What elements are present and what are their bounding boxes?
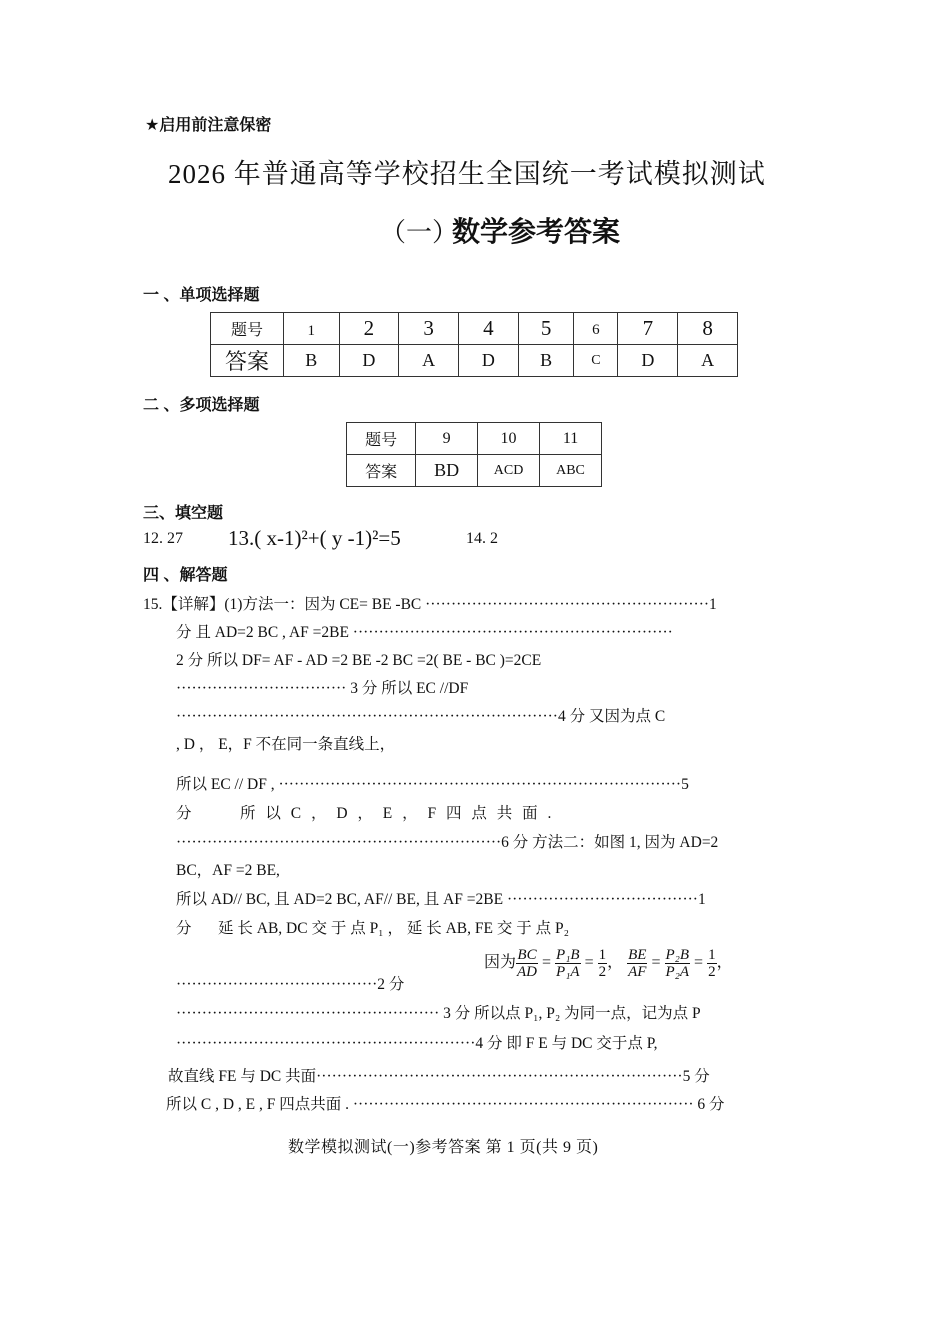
fraction-be-af: $\frac{BE}{AF}$ [628,946,647,980]
fraction-p1b-p1a: $\frac{\text{P₁B}}{\text{P₁A}}$ [556,946,580,980]
answer-cell: D [339,345,399,377]
answer-cell: B [284,345,340,377]
solution-line: , D ， E，F 不在同一条直线上， [176,736,396,753]
answer-cell: B [518,345,574,377]
question-number: 8 [678,313,738,345]
confidential-notice: ★启用前注意保密 [145,117,272,134]
solution-line: 分 [176,920,192,937]
solution-line: 所以 C , D , E , F 四点共面 . ·································································· 6 分 [166,1096,725,1113]
section-heading-multiple-choice: 二 、多项选择题 [143,397,260,414]
solution-line: 分 且 AD=2 BC , AF =2BE ······························································ [176,624,673,641]
solution-line: 所以 EC // DF , ··············································································5 [176,776,689,793]
answer-cell: D [618,345,678,377]
answer-cell: BD [416,455,478,487]
row-label-answer: 答案 [211,345,284,377]
solution-line: 分 [176,805,192,822]
solution-line: 所以 AD// BC, 且 AD=2 BC, AF// BE, 且 AF =2BE ·····································1 [176,891,706,908]
solution-line: 15.【详解】(1)方法一：因为 CE= BE -BC ·······················································1 [143,596,717,613]
answer-cell: D [459,345,519,377]
question-number: 4 [459,313,519,345]
solution-line: ··········································································4 分 又因为点 C [176,708,666,725]
solution-line: 2 分 所以 DF= AF - AD =2 BE -2 BC =2( BE - BC )=2CE [176,652,542,669]
answer-q13: 13.( x-1)²+( y -1)²=5 [228,526,401,550]
question-number: 2 [339,313,399,345]
solution-line: 延 长 AB, DC 交 于 点 P₁ ， 延 长 AB, FE 交 于 点 P₂ [218,920,569,937]
question-number: 5 [518,313,574,345]
row-label-question: 题号 [347,423,416,455]
answer-cell: A [399,345,459,377]
row-label-question: 题号 [211,313,284,345]
question-number: 10 [478,423,540,455]
section-heading-single-choice: 一 、单项选择题 [143,287,260,304]
question-number: 6 [574,313,618,345]
question-number: 11 [540,423,602,455]
solution-line: 故直线 FE 与 DC 共面·······································································5 分 [168,1068,710,1085]
question-number: 7 [618,313,678,345]
subtitle-prefix: （一） [380,218,459,247]
solution-line: ································· 3 分 所以 EC //DF [176,680,469,697]
answer-q12: 12. 27 [143,530,183,547]
answer-cell: ACD [478,455,540,487]
solution-line: ·······························································6 分 方法二：如图 1, 因为 AD=2 [176,834,719,851]
answer-cell: ABC [540,455,602,487]
document-title: 2026 年普通高等学校招生全国统一考试模拟测试 [168,159,766,189]
fraction-p2b-p2a: $\frac{\text{P₂B}}{\text{P₂A}}$ [665,946,690,980]
answer-cell: C [574,345,618,377]
row-label-answer: 答案 [347,455,416,487]
fraction-one-half: $\frac{1}{2}$ [598,946,607,980]
fraction-equation: 因为 $\frac{BC}{AD}$ = $\frac{\text{P₁B}}{\text{P₁A}}$ = $\frac{1}{2}$ ， $\frac{BE}{AF}$ = $\frac{\text{P₂B}}{\text{P₂A}}$ = $\frac{1}{2}$ ， [484,946,733,980]
single-choice-answer-table [210,312,738,377]
fraction-one-half: $\frac{1}{2}$ [708,946,716,980]
question-number: 3 [399,313,459,345]
question-number: 9 [416,423,478,455]
fraction-bc-ad: $\frac{BC}{AD}$ [517,946,538,980]
document-subtitle: 数学参考答案 [452,216,621,247]
solution-line: ··················································· 3 分 所以点 P₁, P₂ 为同一点，记为点 P [176,1005,701,1022]
question-number: 1 [284,313,340,345]
answer-q14: 14. 2 [466,530,498,547]
multiple-choice-answer-table [346,422,602,487]
answer-cell: A [678,345,738,377]
solution-line: ·······································2 分 [176,976,405,993]
solution-line: 所 以 C ， D ， E ， F 四 点 共 面 . [240,805,552,822]
section-heading-solutions: 四 、解答题 [143,567,228,584]
solution-line: BC，AF =2 BE, [176,862,280,879]
section-heading-fill-blank: 三、填空题 [143,505,224,522]
fraction-lead: 因为 [484,954,517,971]
page-footer: 数学模拟测试(一)参考答案 第 1 页(共 9 页) [288,1139,599,1156]
solution-line: ··························································4 分 即 F E 与 DC 交于点 P, [176,1035,658,1052]
